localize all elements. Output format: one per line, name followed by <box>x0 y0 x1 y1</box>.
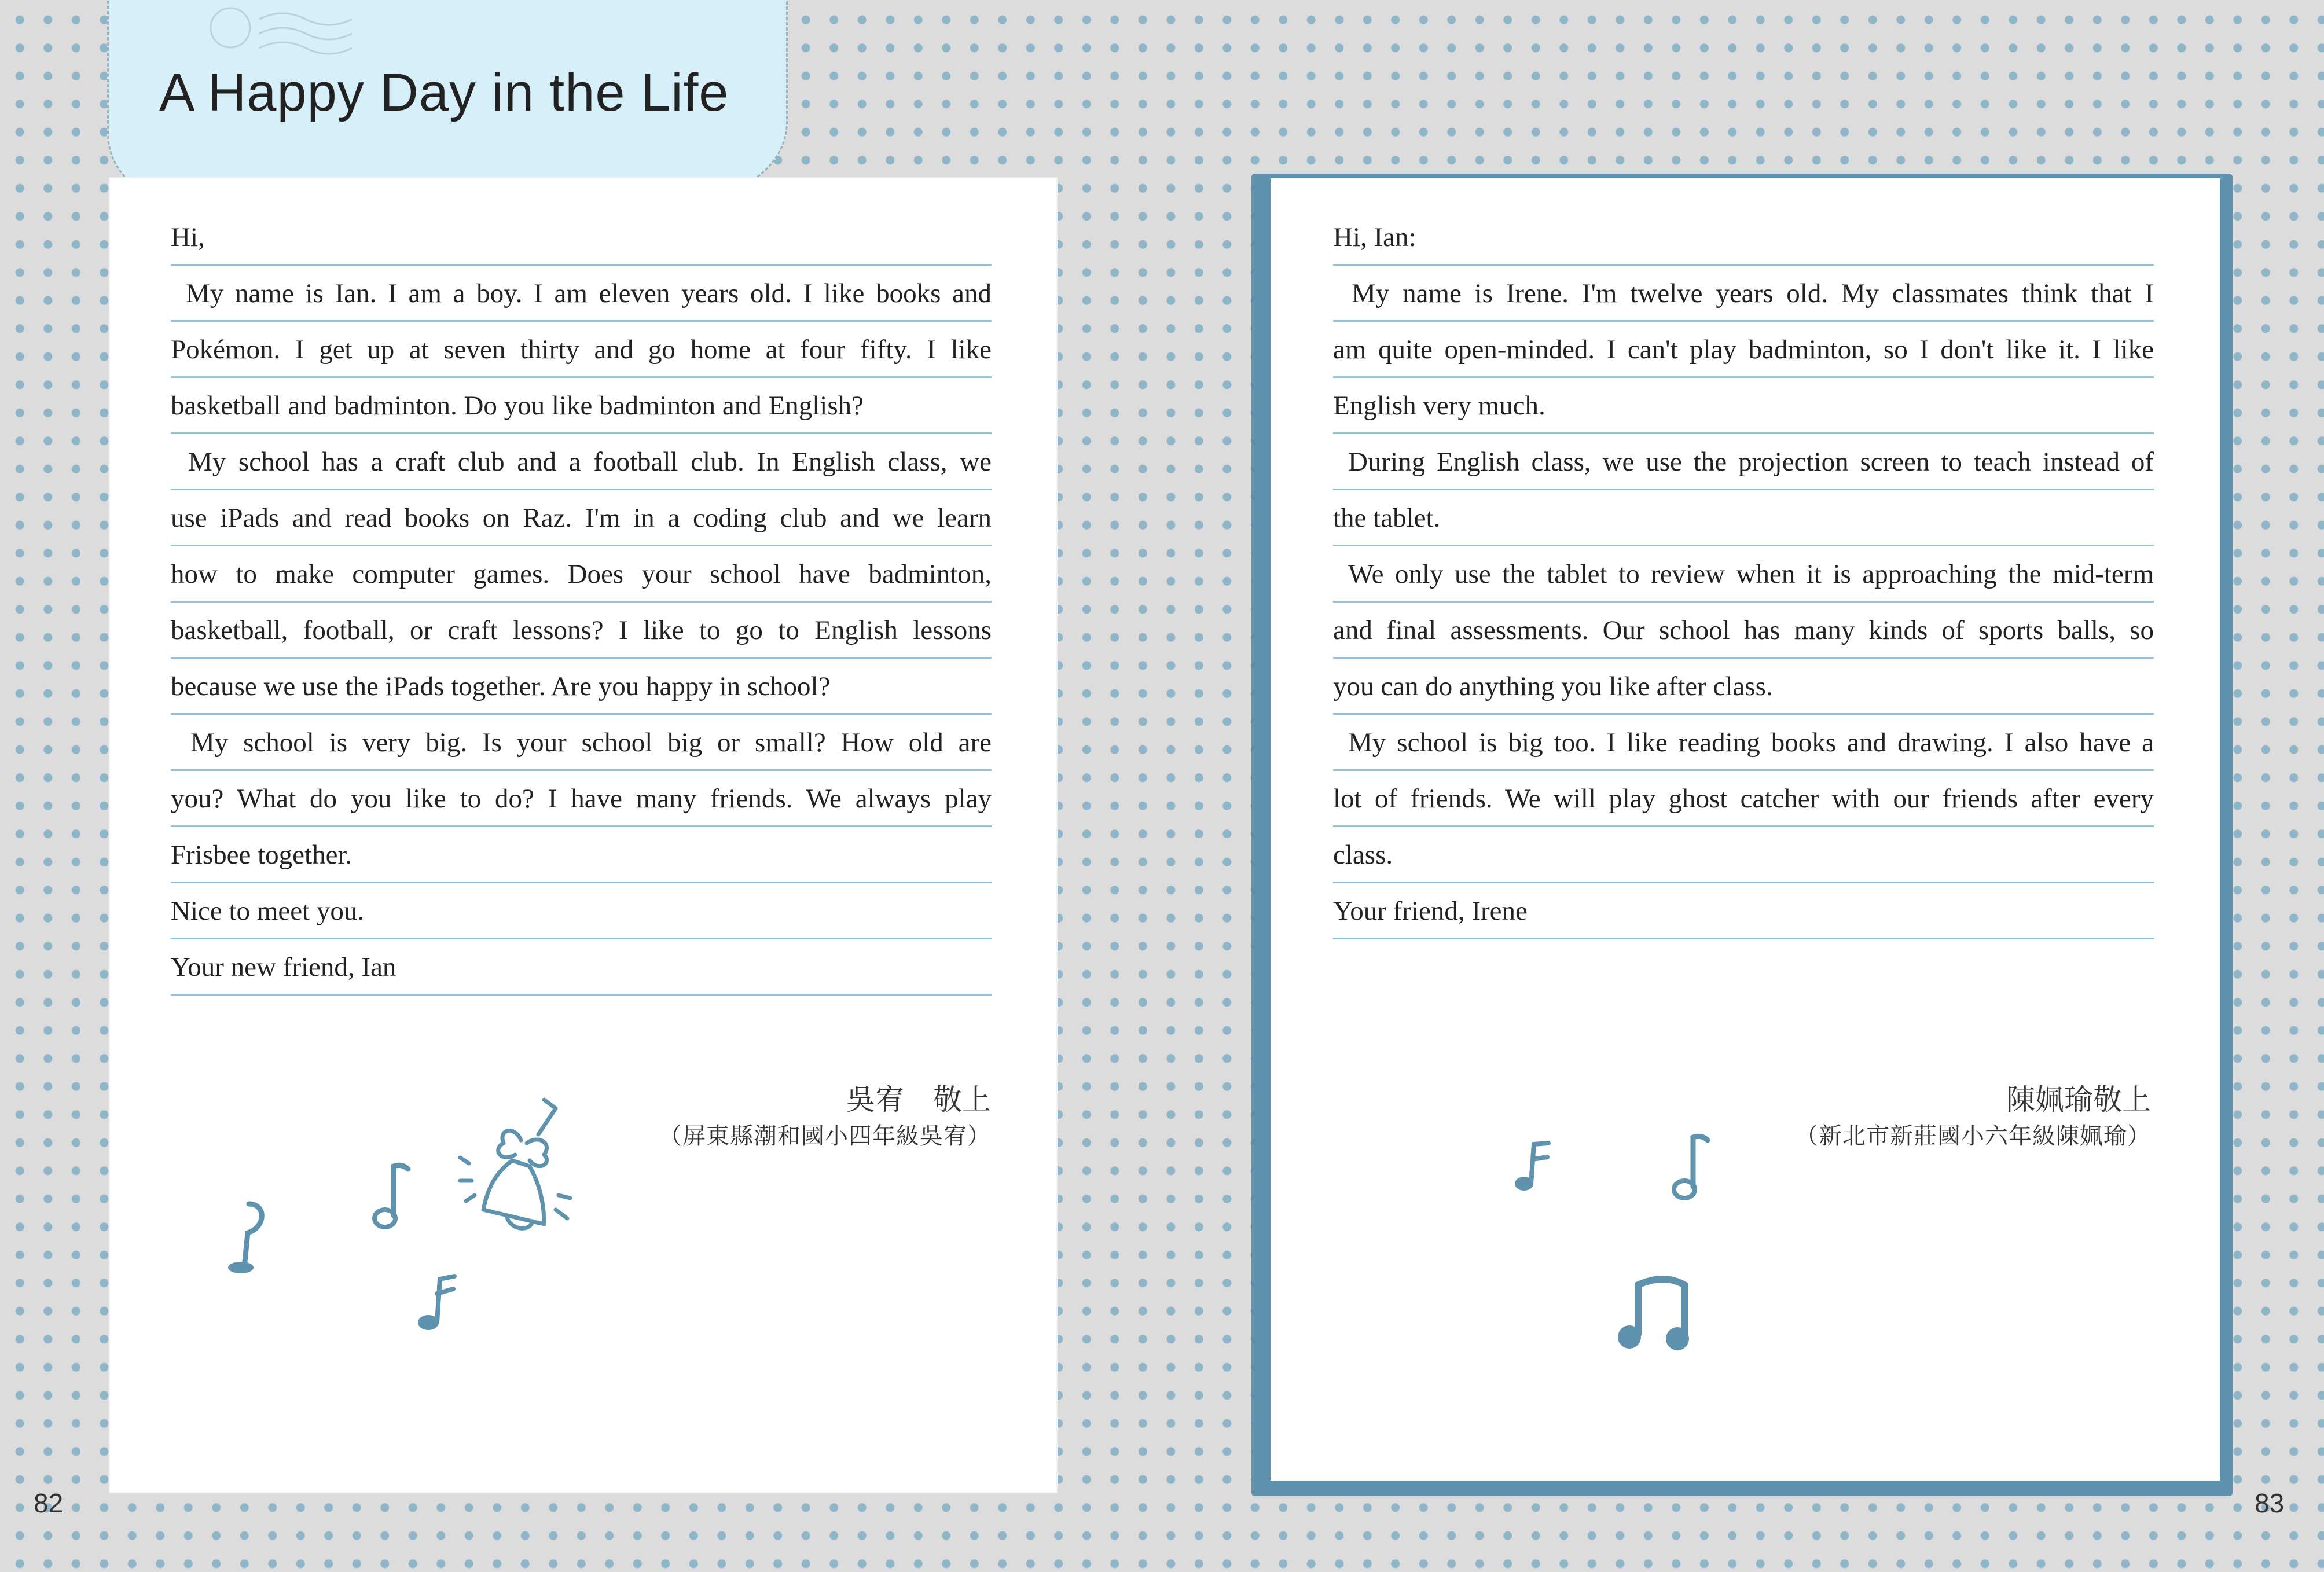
signature-school: （屏東縣潮和國小四年級吳宥） <box>659 1123 991 1149</box>
music-note-icon <box>226 1198 272 1279</box>
bell-icon <box>457 1094 585 1233</box>
left-letter <box>171 210 992 996</box>
left-signature <box>659 1079 991 1152</box>
letter-line: how to make computer games. Does your school have badminton, <box>171 546 992 603</box>
letter-line: Frisbee together. <box>171 827 992 883</box>
page-number: 83 <box>2255 1488 2285 1518</box>
letter-line: you can do anything you like after class. <box>1333 659 2154 715</box>
letter-line: lot of friends. We will play ghost catcher with our friends after every <box>1333 771 2154 827</box>
signature-name: 吳宥 敬上 <box>846 1083 991 1116</box>
right-letter <box>1333 210 2154 939</box>
letter-line: My school has a craft club and a football club. In English class, we <box>171 434 992 490</box>
letter-line: Hi, <box>171 210 992 266</box>
letter-line: Hi, Ian: <box>1333 210 2154 266</box>
letter-line: basketball and badminton. Do you like badminton and English? <box>171 378 992 434</box>
beamed-notes-icon <box>1615 1270 1702 1357</box>
signature-school: （新北市新莊國小六年級陳姵瑜） <box>1795 1123 2151 1149</box>
letter-line: My name is Ian. I am a boy. I am eleven years old. I like books and <box>171 266 992 322</box>
signature-name: 陳姵瑜敬上 <box>2006 1083 2151 1116</box>
letter-line: Your new friend, Ian <box>171 939 992 996</box>
postmark-decoration <box>184 2 392 65</box>
right-signature <box>1795 1079 2151 1152</box>
letter-line: We only use the tablet to review when it is approaching the mid-term <box>1333 546 2154 603</box>
letter-line: My school is very big. Is your school big or small? How old are <box>171 715 992 771</box>
letter-line: My school is big too. I like reading books and drawing. I also have a <box>1333 715 2154 771</box>
letter-line: use iPads and read books on Raz. I'm in a coding club and we learn <box>171 490 992 546</box>
letter-line: the tablet. <box>1333 490 2154 546</box>
letter-line: Your friend, Irene <box>1333 883 2154 939</box>
letter-line: class. <box>1333 827 2154 883</box>
letter-line: My name is Irene. I'm twelve years old. My classmates think that I <box>1333 266 2154 322</box>
page-number: 82 <box>34 1488 64 1518</box>
letter-line: basketball, football, or craft lessons? I like to go to English lessons <box>171 603 992 659</box>
letter-line: because we use the iPads together. Are you happy in school? <box>171 659 992 715</box>
page-title: A Happy Day in the Life <box>159 63 729 122</box>
letter-line: Nice to meet you. <box>171 883 992 939</box>
letter-line: During English class, we use the projection screen to teach instead of <box>1333 434 2154 490</box>
music-note-icon <box>1667 1129 1713 1204</box>
music-note-icon <box>408 1270 460 1334</box>
letter-line: am quite open-minded. I can't play badminton, so I don't like it. I like <box>1333 322 2154 378</box>
letter-line: and final assessments. Our school has many kinds of sports balls, so <box>1333 603 2154 659</box>
music-note-icon <box>368 1158 414 1233</box>
letter-line: Pokémon. I get up at seven thirty and go home at four fifty. I like <box>171 322 992 378</box>
letter-line: you? What do you like to do? I have many friends. We always play <box>171 771 992 827</box>
music-note-icon <box>1508 1137 1554 1195</box>
letter-line: English very much. <box>1333 378 2154 434</box>
